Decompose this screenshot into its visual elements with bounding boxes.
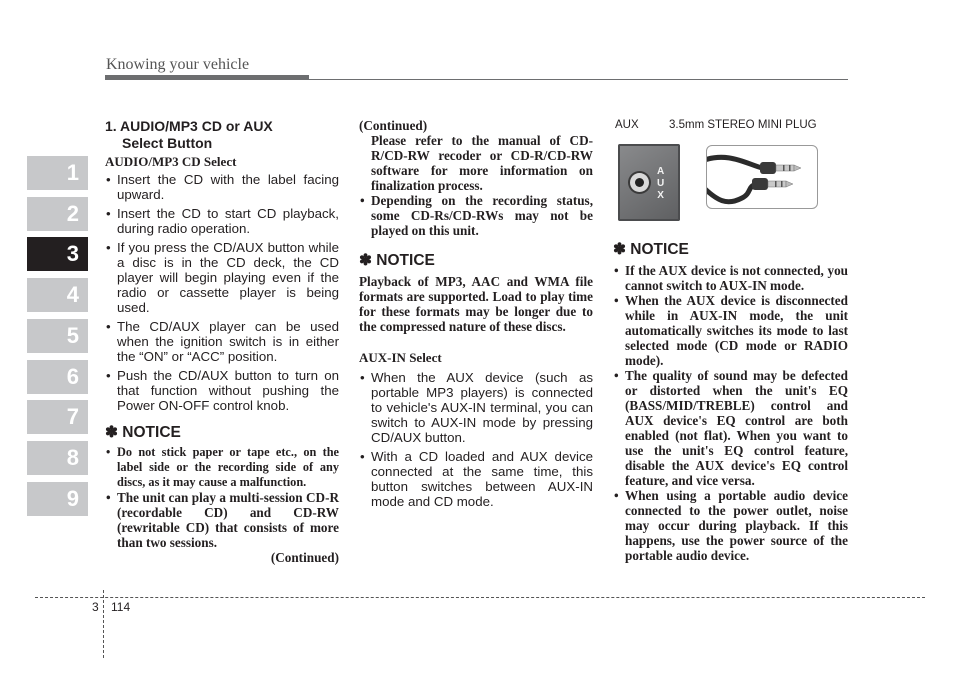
recording-list xyxy=(359,193,593,238)
column-2 xyxy=(359,118,593,509)
list-item: • When the AUX device (such as portable MP3 players) is connected to vehicle's AUX-IN terminal, you can switch to AUX-IN mode by pressing CD/AUX button. xyxy=(359,370,593,445)
subheading-audio-mp3: AUDIO/MP3 CD Select xyxy=(105,154,237,169)
figure-label-aux: AUX xyxy=(615,119,639,131)
list-item: • Do not stick paper or tape etc., on the label side or the recording side of any discs, as it may cause a malfunction. xyxy=(105,445,339,490)
notice-title: ✽ NOTICE xyxy=(359,252,435,269)
chapter-tab-6[interactable]: 6 xyxy=(27,360,88,394)
aux-jack-socket-icon xyxy=(630,173,649,192)
list-item: • Insert the CD with the label facing upward. xyxy=(105,172,339,202)
continued-label: (Continued) xyxy=(359,118,428,133)
notice-list xyxy=(105,445,339,550)
chapter-tab-2[interactable]: 2 xyxy=(27,197,88,231)
stereo-plug-image xyxy=(706,145,818,209)
notice-title: ✽ NOTICE xyxy=(105,424,181,441)
list-item: • If you press the CD/AUX button while a disc is in the CD deck, the CD player will begin playing even if the radio or cassette player is being used. xyxy=(105,240,339,315)
chapter-tab-4[interactable]: 4 xyxy=(27,278,88,312)
list-item: • The quality of sound may be defected or distorted when the unit's EQ (BASS/MID/TREBLE) control and AUX device's EQ control are both enabled (not flat). When you want to use the unit's EQ control feature, disable the AUX device's EQ control feature, and vice versa. xyxy=(613,368,848,488)
list-item: • When the AUX device is disconnected while in AUX-IN mode, the unit automatically switches its mode to last selected mode (CD mode or RADIO mode). xyxy=(613,293,848,368)
cd-select-list xyxy=(105,172,339,413)
chapter-tab-8[interactable]: 8 xyxy=(27,441,88,475)
chapter-tab-7[interactable]: 7 xyxy=(27,400,88,434)
aux-jack-panel xyxy=(618,144,680,221)
footer-margin-rule xyxy=(103,590,104,658)
chapter-tab-9[interactable]: 9 xyxy=(27,482,88,516)
notice-title: ✽ NOTICE xyxy=(613,241,689,258)
column-3 xyxy=(613,118,848,563)
chapter-tab-3[interactable]: 3 xyxy=(27,237,88,271)
list-item: • If the AUX device is not connected, you cannot switch to AUX-IN mode. xyxy=(613,263,848,293)
figure-label-plug: 3.5mm STEREO MINI PLUG xyxy=(669,119,817,131)
header-rule xyxy=(105,79,848,80)
notice-text: Playback of MP3, AAC and WMA file formats are supported. Load to play time for these formats may be longer due to the compressed nature of these discs. xyxy=(359,274,593,334)
list-item: • The unit can play a multi-session CD-R (recordable CD) and CD-RW (rewritable CD) that consists of more than two sessions. xyxy=(105,490,339,550)
list-item: • Push the CD/AUX button to turn on that function without pushing the Power ON-OFF control knob. xyxy=(105,368,339,413)
finalization-note: Please refer to the manual of CD-R/CD-RW recoder or CD-R/CD-RW software for more information on finalization process. xyxy=(371,133,593,193)
section-heading: 1. AUDIO/MP3 CD or AUX Select Button xyxy=(105,118,273,151)
column-1 xyxy=(105,118,339,565)
aux-notice-list xyxy=(613,263,848,563)
chapter-number: 3 xyxy=(92,600,99,614)
stereo-plug-icon xyxy=(707,146,817,208)
footer-rule xyxy=(35,597,925,598)
list-item: • When using a portable audio device connected to the power outlet, noise may occur during playback. If this happens, use the power source of the portable audio device. xyxy=(613,488,848,563)
list-item: • Depending on the recording status, some CD-Rs/CD-RWs may not be played on this unit. xyxy=(359,193,593,238)
page-index: 114 xyxy=(111,600,131,614)
page-number xyxy=(92,600,131,614)
aux-figure xyxy=(613,118,848,226)
aux-in-list xyxy=(359,370,593,509)
subheading-aux-in: AUX-IN Select xyxy=(359,350,442,365)
chapter-tab-1[interactable]: 1 xyxy=(27,156,88,190)
list-item: • Insert the CD to start CD playback, during radio operation. xyxy=(105,206,339,236)
continued-label: (Continued) xyxy=(270,550,339,565)
list-item: • With a CD loaded and AUX device connected at the same time, this button switches between AUX-IN mode and CD mode. xyxy=(359,449,593,509)
list-item: • The CD/AUX player can be used when the ignition switch is in either the “ON” or “ACC” position. xyxy=(105,319,339,364)
running-header: Knowing your vehicle xyxy=(106,56,250,73)
jack-lettering: A U X xyxy=(657,166,665,201)
chapter-tab-5[interactable]: 5 xyxy=(27,319,88,353)
